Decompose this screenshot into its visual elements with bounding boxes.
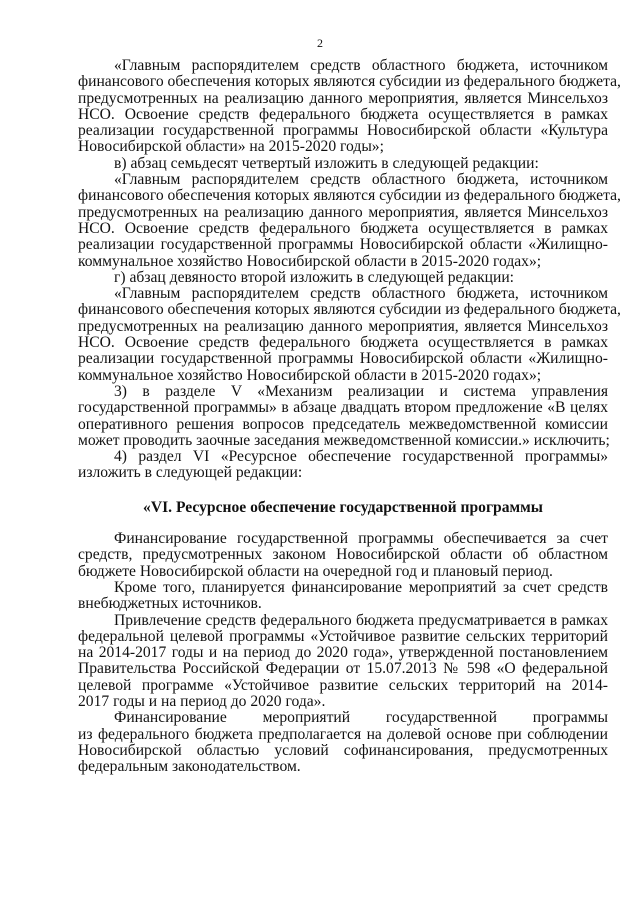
text-line: реализации государственной программы Новосибирской области «Жилищно-	[78, 236, 608, 254]
text-line: целевой программе «Устойчивое развитие сельских территорий на 2014-	[78, 676, 608, 694]
text-line: предусмотренных на реализацию данного мероприятия, является Минсельхоз	[78, 317, 608, 335]
text-line: оперативного решения вопросов председатель межведомственной комиссии	[78, 415, 608, 433]
text-line: федеральным законодательством.	[78, 758, 301, 776]
amendments-block	[78, 57, 621, 482]
text-line: финансового обеспечения которых являются субсидии из федерального бюджета,	[78, 301, 621, 319]
text-line: Привлечение средств федерального бюджета предусматривается в рамках	[114, 611, 608, 629]
text-line: 3) в разделе V «Механизм реализации и система управления	[114, 382, 608, 400]
text-line: государственной программы» в абзаце двадцать втором предложение «В целях	[78, 399, 608, 417]
text-line: предусмотренных на реализацию данного мероприятия, является Минсельхоз	[78, 203, 608, 221]
text-line: коммунальное хозяйство Новосибирской области в 2015-2020 годах»;	[78, 366, 542, 384]
section-heading: «VI. Ресурсное обеспечение государственной программы	[143, 498, 543, 516]
text-line: Новосибирской областью условий софинансирования, предусмотренных	[78, 741, 608, 759]
text-line: Правительства Российской Федерации от 15.07.2013 № 598 «О федеральной	[78, 660, 608, 678]
text-line: может проводить заочные заседания межведомственной комиссии.» исключить;	[78, 431, 610, 449]
text-line: средств, предусмотренных законом Новосибирской области об областном	[78, 546, 608, 564]
text-line: г) абзац девяносто второй изложить в следующей редакции:	[114, 268, 515, 286]
text-line: внебюджетных источников.	[78, 595, 262, 613]
text-line: «Главным распорядителем средств областного бюджета, источником	[114, 285, 608, 303]
text-line: НСО. Освоение средств федерального бюджета осуществляется в рамках	[78, 334, 608, 352]
section-body	[78, 531, 608, 775]
text-line: предусмотренных на реализацию данного мероприятия, является Минсельхоз	[78, 89, 608, 107]
text-line: реализации государственной программы Новосибирской области «Культура	[78, 122, 608, 140]
text-line: Финансирование мероприятий государственной программы	[114, 709, 608, 727]
text-line: реализации государственной программы Новосибирской области «Жилищно-	[78, 350, 608, 368]
text-line: «Главным распорядителем средств областного бюджета, источником	[114, 171, 608, 189]
text-line: Финансирование государственной программы обеспечивается за счет	[114, 530, 608, 548]
page-number: 2	[317, 36, 323, 50]
text-line: из федерального бюджета предполагается на долевой основе при соблюдении	[78, 725, 608, 743]
text-line: 2017 годы и на период до 2020 года».	[78, 692, 326, 710]
text-line: изложить в следующей редакции:	[78, 464, 303, 482]
text-line: НСО. Освоение средств федерального бюджета осуществляется в рамках	[78, 219, 608, 237]
text-line: бюджете Новосибирской области на очередной год и плановый период.	[78, 562, 553, 580]
text-line: коммунальное хозяйство Новосибирской области в 2015-2020 годах»;	[78, 252, 542, 270]
text-line: финансового обеспечения которых являются субсидии из федерального бюджета,	[78, 187, 621, 205]
text-line: финансового обеспечения которых являются субсидии из федерального бюджета,	[78, 73, 621, 91]
text-line: на 2014-2017 годы и на период до 2020 года», утвержденной постановлением	[78, 644, 608, 662]
text-line: Кроме того, планируется финансирование мероприятий за счет средств	[114, 578, 608, 596]
text-line: 4) раздел VI «Ресурсное обеспечение государственной программы»	[114, 448, 608, 466]
text-line: в) абзац семьдесят четвертый изложить в следующей редакции:	[114, 154, 539, 172]
text-line: «Главным распорядителем средств областного бюджета, источником	[114, 57, 608, 74]
document-body	[78, 57, 621, 776]
text-line: федеральной целевой программы «Устойчивое развитие сельских территорий	[78, 627, 608, 645]
text-line: НСО. Освоение средств федерального бюджета осуществляется в рамках	[78, 105, 608, 123]
text-line: Новосибирской области» на 2015-2020 годы»;	[78, 138, 384, 156]
